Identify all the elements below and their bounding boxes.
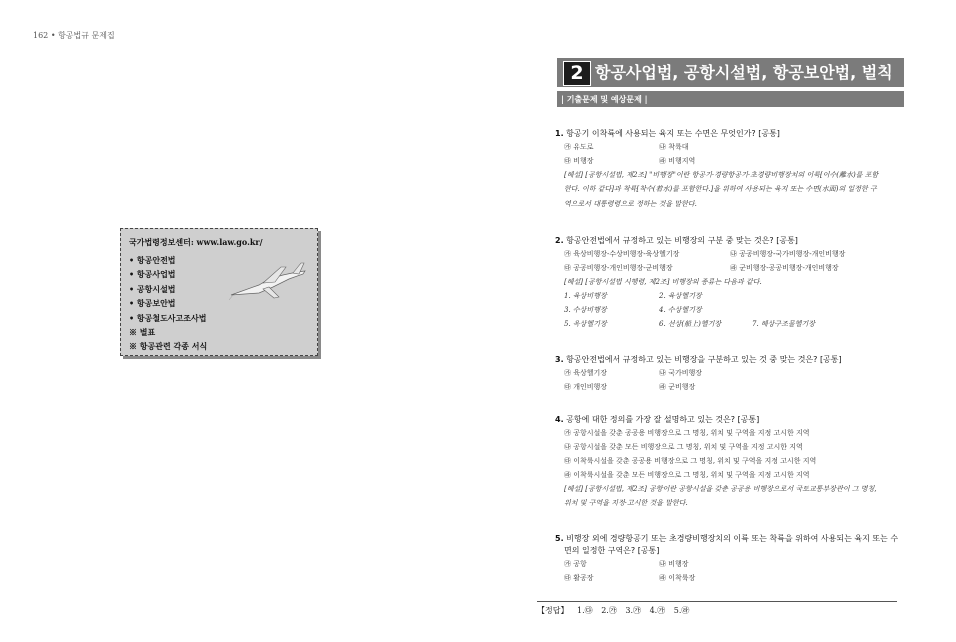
question-number: 3. — [555, 355, 564, 364]
section-banner — [557, 91, 904, 107]
question-number: 2. — [555, 236, 564, 245]
explanation-line: 역으로서 대통령령으로 정하는 것을 말한다. — [564, 199, 697, 208]
options-row — [555, 154, 907, 168]
option-c: ㉰ 이착륙시설을 갖춘 공공용 비행장으로 그 명칭, 위치 및 구역을 지정 고시한 지역 — [564, 457, 817, 465]
page-header: 162 • 항공법규 문제집 — [33, 31, 115, 40]
question-stem: 항공안전법에서 규정하고 있는 비행장의 구분 중 맞는 것은? [공통] — [566, 236, 798, 245]
chapter-title: 항공사업법, 공항시설법, 항공보안법, 벌칙 — [595, 63, 893, 82]
question-3 — [555, 354, 907, 394]
question-number: 4. — [555, 415, 564, 424]
options-row — [555, 426, 907, 440]
question-4 — [555, 414, 907, 511]
info-item-aviation-safety-act: • 항공안전법 — [129, 255, 176, 265]
options-row — [555, 380, 907, 394]
option-d: ㉱ 이착륙장 — [659, 574, 696, 582]
question-text — [555, 354, 907, 366]
explanation-row — [555, 289, 907, 303]
explanation-line: [해설] [공항시설법 시행령, 제2조] 비행장의 종류는 다음과 같다. — [564, 278, 762, 286]
answer-divider — [537, 601, 897, 602]
question-text — [555, 533, 907, 545]
option-c: ㉰ 공공비행장-개인비행장-군비행장 — [564, 264, 673, 272]
option-d: ㉱ 군비행장 — [659, 383, 696, 391]
answer-item: 4.㉮ — [649, 606, 666, 615]
option-b: ㉯ 착륙대 — [659, 143, 689, 151]
options-row — [555, 440, 907, 454]
question-1 — [555, 128, 907, 211]
option-a: ㉮ 공항 — [564, 560, 587, 568]
answer-item: 2.㉮ — [601, 606, 617, 615]
explanation-item: 2. 육상헬기장 — [659, 292, 702, 300]
explanation-item: 1. 육상비행장 — [564, 292, 607, 300]
question-stem: 면의 일정한 구역은? [공통] — [564, 546, 660, 555]
option-b: ㉯ 공공비행장-국가비행장-개인비행장 — [730, 250, 846, 258]
section-title: | 기출문제 및 예상문제 | — [561, 94, 648, 104]
law-info-box — [120, 228, 318, 356]
option-a: ㉮ 육상비행장-수상비행장-육상헬기장 — [564, 250, 680, 258]
option-a: ㉮ 공항시설을 갖춘 공공용 비행장으로 그 명칭, 위치 및 구역을 지정 고시한 지역 — [564, 429, 810, 437]
answer-item: 1.㉰ — [577, 606, 593, 615]
option-d: ㉱ 이착륙시설을 갖춘 모든 비행장으로 그 명칭, 위치 및 구역을 지정 고시한 지역 — [564, 471, 810, 479]
options-row — [555, 140, 907, 154]
option-d: ㉱ 비행지역 — [659, 157, 696, 165]
option-a: ㉮ 유도로 — [564, 143, 594, 151]
options-row — [555, 366, 907, 380]
explanation-line: [해설] [공항시설법, 제2조] 공항이란 공항시설을 갖춘 공공용 비행장으로서 국토교통부장관이 그 명칭, — [564, 485, 877, 493]
options-row — [555, 261, 907, 275]
option-c: ㉰ 개인비행장 — [564, 383, 608, 391]
question-stem: 공항에 대한 정의를 가장 잘 설명하고 있는 것은? [공통] — [566, 415, 760, 424]
question-number: 5. — [555, 534, 564, 543]
info-box-list — [129, 253, 207, 354]
option-d: ㉱ 군비행장-공공비행장-개인비행장 — [730, 264, 839, 272]
option-a: ㉮ 육상헬기장 — [564, 369, 608, 377]
options-row — [555, 454, 907, 468]
answer-key — [537, 605, 695, 616]
explanation-item: 5. 옥상헬기장 — [564, 320, 607, 328]
chapter-banner — [557, 58, 904, 87]
airplane-icon — [229, 255, 307, 301]
option-c: ㉰ 활공장 — [564, 574, 594, 582]
option-b: ㉯ 국가비행장 — [659, 369, 703, 377]
question-2 — [555, 235, 907, 331]
explanation-line: 한다. 이하 같다]과 착륙[착수(着水)를 포함한다.]을 위하여 사용되는 육지 또는 수면(水面)의 일정한 구 — [564, 185, 877, 194]
answer-item: 5.㉱ — [673, 606, 690, 615]
question-5 — [555, 533, 907, 585]
question-number: 1. — [555, 129, 564, 138]
explanation-line: [해설] [공항시설법, 제2조] "비행장"이란 항공기·경량항공기·초경량비행장치의 이륙[이수(離水)를 포함 — [564, 171, 879, 179]
question-text — [555, 235, 907, 247]
explanation — [555, 482, 907, 511]
answer-item: 3.㉮ — [625, 606, 642, 615]
question-text — [555, 414, 907, 426]
options-row — [555, 557, 907, 571]
explanation-row — [555, 317, 907, 331]
info-item-airport-facilities-act: • 공항시설법 — [129, 283, 176, 294]
question-stem: 항공안전법에서 규정하고 있는 비행장을 구분하고 있는 것 중 맞는 것은? [공통] — [566, 355, 842, 364]
info-item-accident-investigation-act: • 항공철도사고조사법 — [129, 312, 207, 323]
explanation-item: 4. 수상헬기장 — [659, 306, 702, 314]
option-b: ㉯ 공항시설을 갖춘 모든 비행장으로 그 명칭, 위치 및 구역을 지정 고시한 지역 — [564, 443, 803, 451]
explanation-line: 위치 및 구역을 지정·고시한 것을 말한다. — [564, 499, 688, 508]
explanation-item: 3. 수상비행장 — [564, 306, 607, 314]
info-item-aviation-business-act: • 항공사업법 — [129, 269, 176, 280]
option-c: ㉰ 비행장 — [564, 157, 594, 165]
chapter-number: 2 — [563, 61, 591, 86]
explanation-row — [555, 303, 907, 317]
question-text-continued — [555, 545, 907, 557]
options-row — [555, 468, 907, 482]
info-item-appendix: ※ 별표 — [129, 326, 156, 337]
question-stem: 비행장 외에 경량항공기 또는 초경량비행장치의 이륙 또는 착륙을 위하여 사용되는 육지 또는 수 — [566, 534, 899, 543]
info-item-forms: ※ 항공관련 각종 서식 — [129, 341, 208, 352]
question-stem: 항공기 이착륙에 사용되는 육지 또는 수면은 무엇인가? [공통] — [566, 129, 780, 138]
answer-label: 【정답】 — [537, 606, 569, 615]
question-text — [555, 128, 907, 140]
options-row — [555, 247, 907, 261]
explanation-item: 6. 선상(船上)헬기장 — [659, 320, 722, 328]
explanation-item: 7. 해상구조물헬기장 — [752, 320, 815, 328]
option-b: ㉯ 비행장 — [659, 560, 689, 568]
explanation — [555, 168, 907, 211]
info-item-aviation-security-act: • 항공보안법 — [129, 298, 176, 309]
options-row — [555, 571, 907, 585]
info-box-title: 국가법령정보센터: www.law.go.kr/ — [129, 237, 263, 247]
explanation-head — [555, 275, 907, 289]
